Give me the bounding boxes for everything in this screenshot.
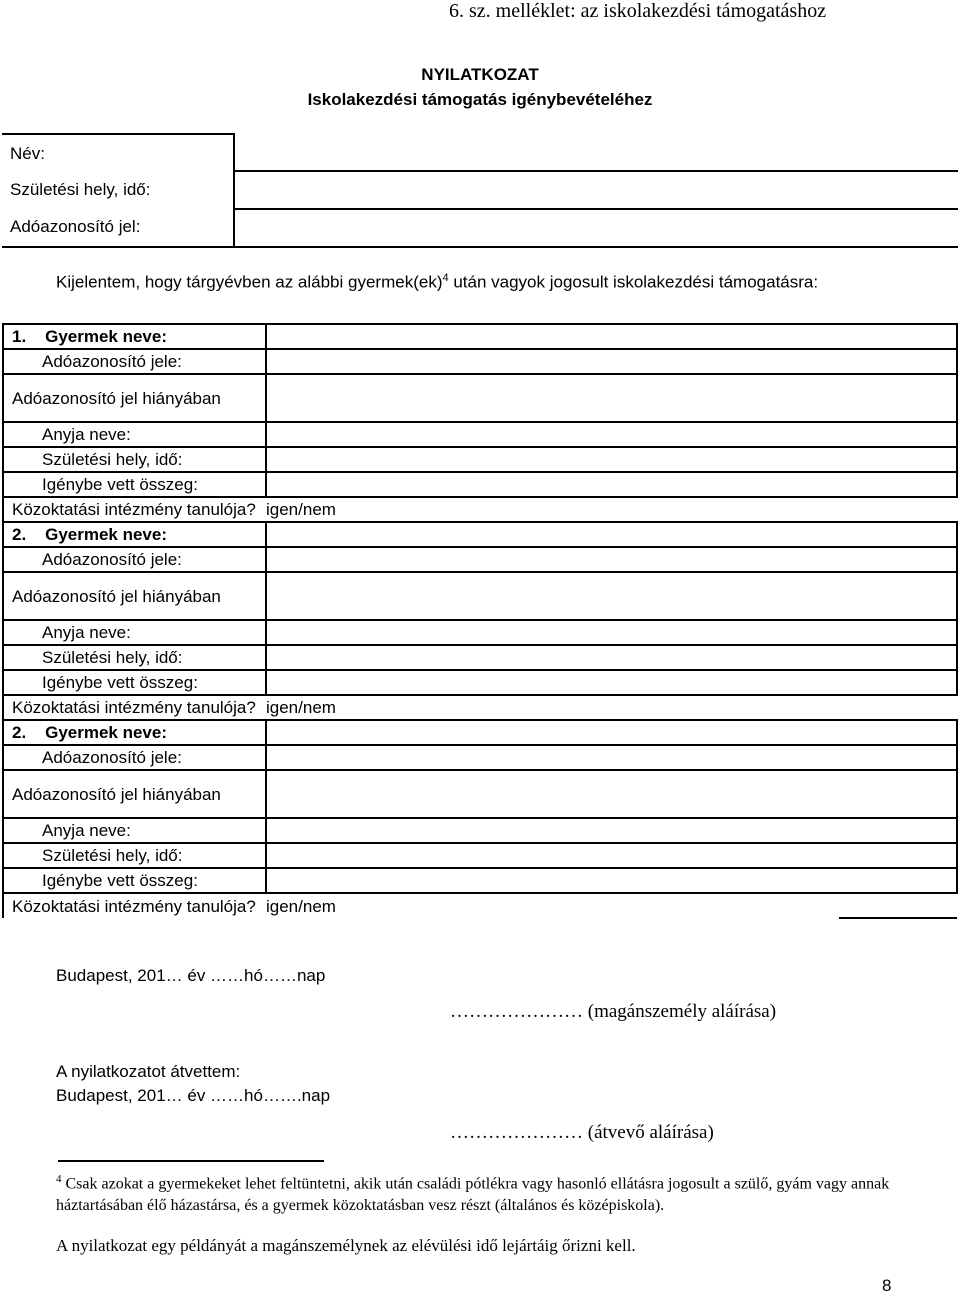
title-line-2: Iskolakezdési támogatás igénybevételéhez <box>307 90 653 109</box>
declaration-text: Kijelentem, hogy tárgyévben az alábbi gyermek(ek)$^4$ után vagyok jogosult iskolakezdési támogatásra: <box>56 272 819 292</box>
receiver-signature: ………………… (átvevő aláírása) <box>450 1122 714 1143</box>
date-line: Budapest, 201… év ……hó……nap <box>56 966 326 985</box>
child-amount-field[interactable] <box>266 868 957 893</box>
tax-id-label: Adóazonosító jel: <box>2 209 234 247</box>
received-label: A nyilatkozatot átvettem: <box>56 1062 241 1081</box>
page-number: 8 <box>882 1276 892 1295</box>
retention-note: A nyilatkozat egy példányát a magánszemélynek az elévülési idő lejártáig őrizni kell. <box>56 1236 636 1255</box>
child-tax-label: Adóazonosító jele: <box>3 547 266 572</box>
footnote-marker: 4 <box>442 272 449 284</box>
yes-no-option[interactable]: igen/nem <box>266 896 336 916</box>
footnote-divider <box>58 1160 324 1162</box>
private-person-signature: ………………… (magánszemély aláírása) <box>450 1001 777 1022</box>
child-birth-label: Születési hely, idő: <box>3 843 266 868</box>
child-amount-field[interactable] <box>266 472 957 497</box>
student-question: Közoktatási intézmény tanulója? <box>3 497 266 522</box>
child-birth-field[interactable] <box>266 447 957 472</box>
tax-id-field[interactable] <box>235 210 958 246</box>
child-amount-label: Igénybe vett összeg: <box>3 472 266 497</box>
name-label: Név: <box>2 134 234 172</box>
title-line-1: NYILATKOZAT <box>421 65 539 84</box>
child-birth-field[interactable] <box>266 843 957 868</box>
footnote-text: $^4$ Csak azokat a gyermekeket lehet feltüntetni, akik után családi pótlékra vagy hasonló ellátásra jogosult a szülő, gyám vagy annak háztartásában élő házastársa, és a gyermek közoktatásban vesz részt (általános és középiskola). <box>56 1173 890 1215</box>
child-tax-missing-field[interactable] <box>266 572 957 620</box>
child-birth-label: Születési hely, idő: <box>3 447 266 472</box>
child-tax-missing-label: Adóazonosító jel hiányában <box>3 572 266 620</box>
yes-no-option[interactable]: igen/nem <box>266 698 336 717</box>
child-name-field[interactable] <box>266 522 957 547</box>
child-mother-field[interactable] <box>266 422 957 447</box>
child-mother-label: Anyja neve: <box>3 818 266 843</box>
student-question: Közoktatási intézmény tanulója? <box>3 893 266 918</box>
footnote-number: 4 <box>56 1173 62 1185</box>
child-birth-field[interactable] <box>266 645 957 670</box>
student-question: Közoktatási intézmény tanulója? <box>3 695 266 720</box>
child-amount-label: Igénybe vett összeg: <box>3 670 266 695</box>
child-tax-label: Adóazonosító jele: <box>3 349 266 374</box>
name-field[interactable] <box>235 134 958 172</box>
child-tax-missing-field[interactable] <box>266 770 957 818</box>
child-tax-field[interactable] <box>266 745 957 770</box>
birth-label: Születési hely, idő: <box>2 172 234 209</box>
child-tax-missing-label: Adóazonosító jel hiányában <box>3 770 266 818</box>
annex-header: 6. sz. melléklet: az iskolakezdési támogatáshoz <box>449 0 827 22</box>
child-mother-label: Anyja neve: <box>3 422 266 447</box>
child-tax-missing-label: Adóazonosító jel hiányában <box>3 374 266 422</box>
birth-field[interactable] <box>235 172 958 210</box>
child-birth-label: Születési hely, idő: <box>3 645 266 670</box>
child-tax-field[interactable] <box>266 349 957 374</box>
yes-no-option[interactable]: igen/nem <box>266 500 336 519</box>
child-mother-field[interactable] <box>266 818 957 843</box>
child-name-label: 1. Gyermek neve: <box>3 324 266 349</box>
child-amount-label: Igénybe vett összeg: <box>3 868 266 893</box>
child-tax-missing-field[interactable] <box>266 374 957 422</box>
children-table <box>2 323 958 919</box>
child-mother-label: Anyja neve: <box>3 620 266 645</box>
personal-data-table <box>2 133 958 248</box>
document-title <box>0 62 960 112</box>
child-mother-field[interactable] <box>266 620 957 645</box>
child-name-field[interactable] <box>266 324 957 349</box>
child-name-label: 2. Gyermek neve: <box>3 522 266 547</box>
child-name-label: 2. Gyermek neve: <box>3 720 266 745</box>
child-tax-field[interactable] <box>266 547 957 572</box>
child-name-field[interactable] <box>266 720 957 745</box>
child-tax-label: Adóazonosító jele: <box>3 745 266 770</box>
child-amount-field[interactable] <box>266 670 957 695</box>
received-date-line: Budapest, 201… év ……hó…….nap <box>56 1086 331 1105</box>
